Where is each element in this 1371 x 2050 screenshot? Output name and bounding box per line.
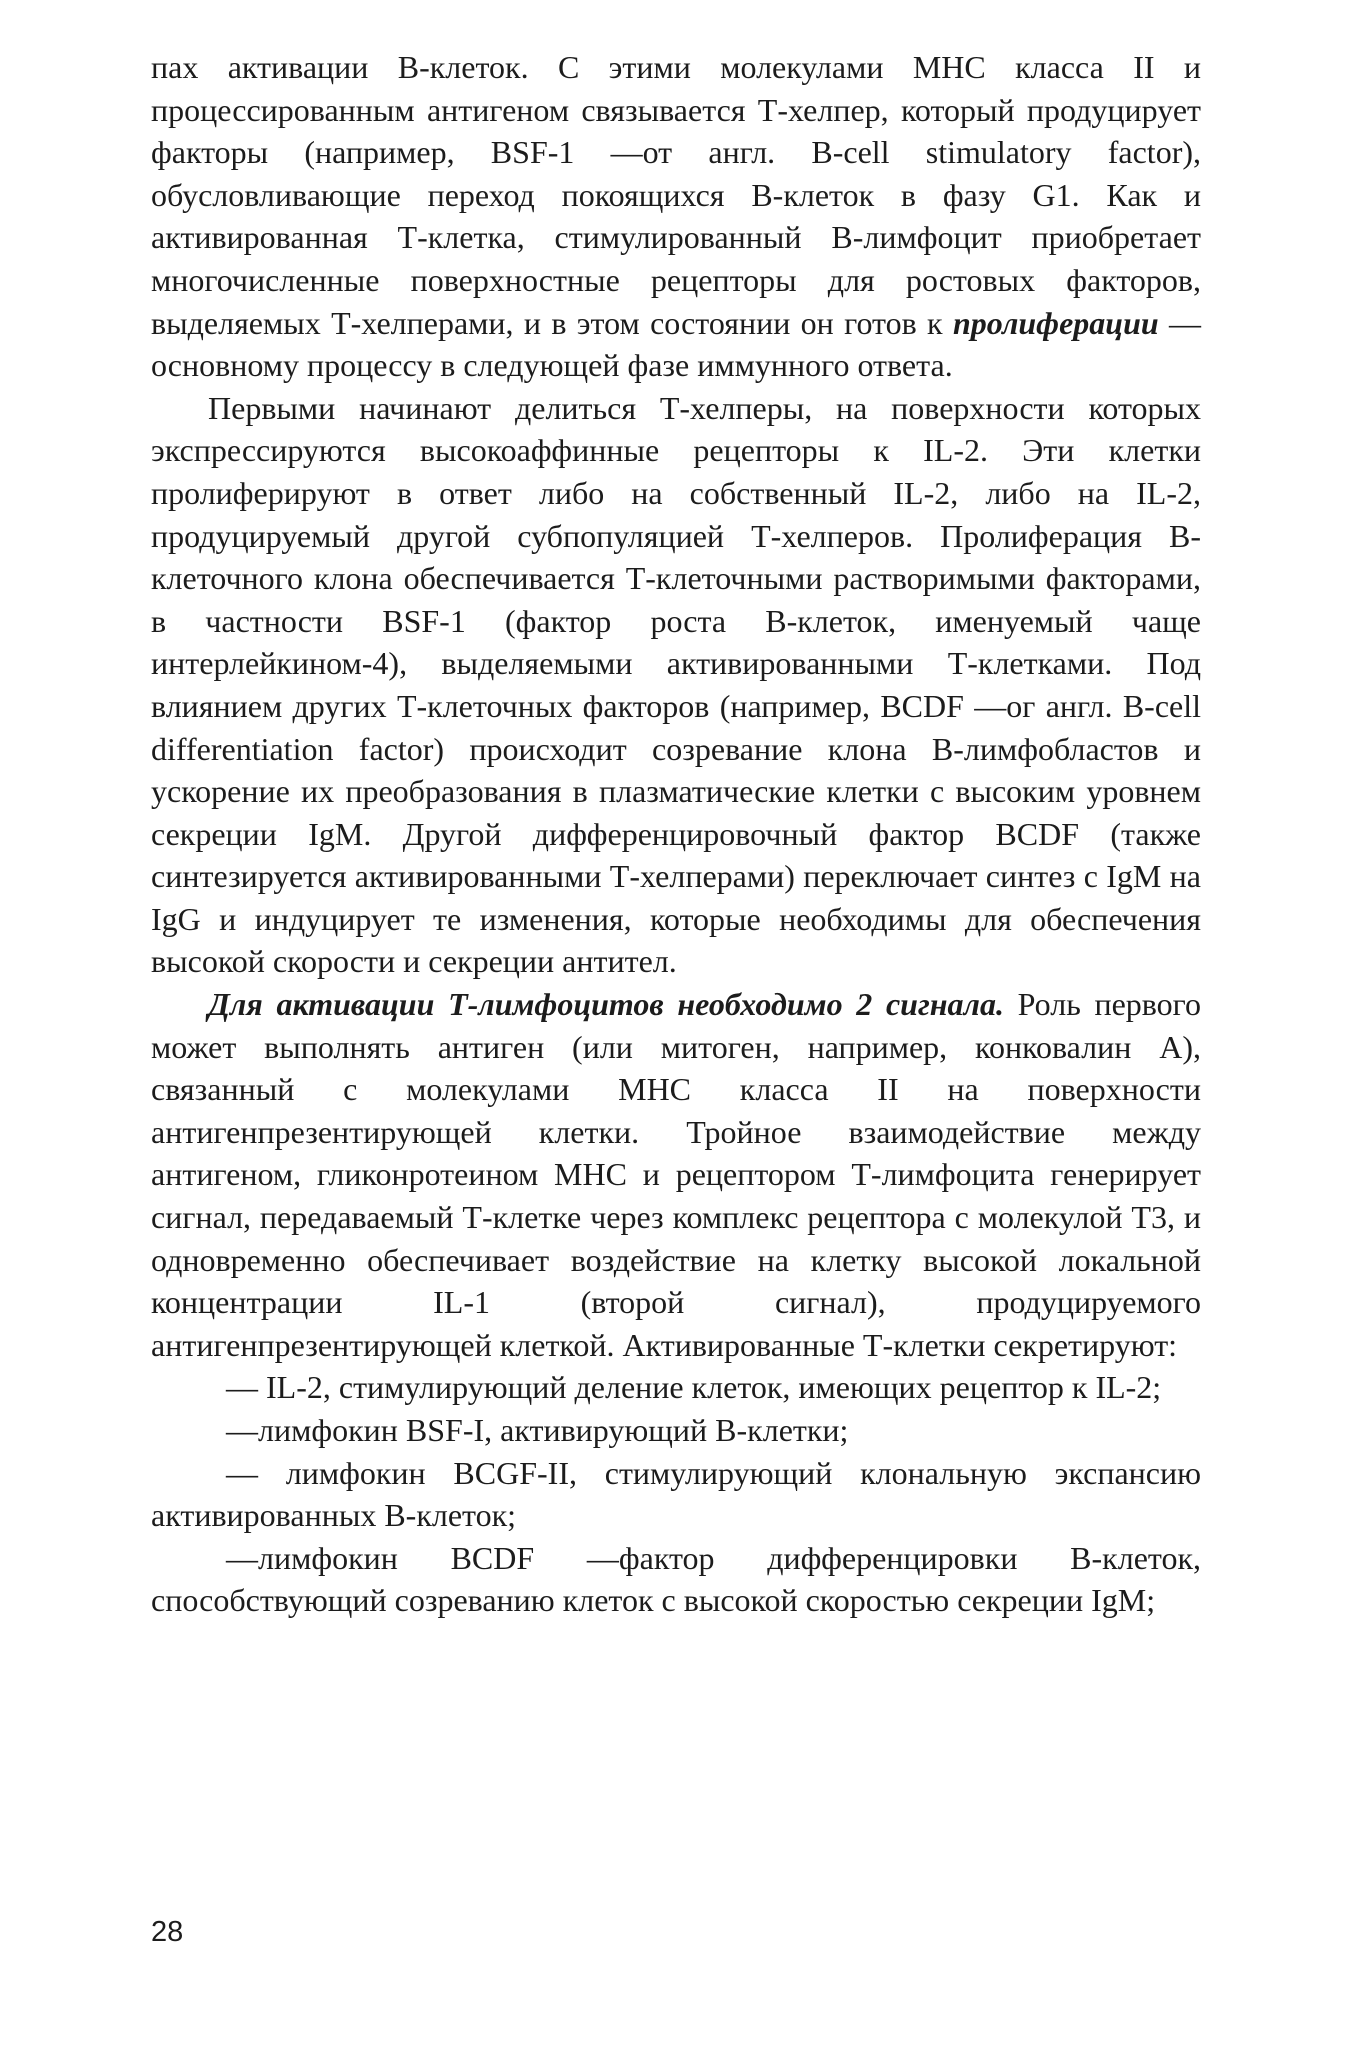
- paragraph-2: Первыми начинают делиться Т-хелперы, на поверхности которых экспрессируются высокоаффинные рецепторы к IL-2. Эти клетки пролиферируют в ответ либо на собственный IL-2, либо на IL-2, продуцируемый другой субпопуляцией Т-хелперов. Пролиферация В-клеточного клона обеспечивается Т-клеточными растворимыми факторами, в частности BSF-1 (фактор роста В-клеток, именуемый чаще интерлейкином-4), выделяемыми активированными Т-клетками. Под влиянием других Т-клеточных факторов (например, BCDF —ог англ. B-cell differentiation factor) происходит созревание клона В-лимфобластов и ускорение их преобразования в плазматические клетки с высоким уровнем секреции IgM. Другой дифференцировочный фактор BCDF (также синтезируется активированными Т-хелперами) переключает синтез с IgM на IgG и индуцирует те изменения, которые необходимы для обеспечения высокой скорости и секреции антител.: [151, 389, 1201, 980]
- paragraph-1-text: пах активации В-клеток. С этими молекулами МНС класса II и процессированным антигеном связывается Т-хелпер, который продуцирует факторы (например, BSF-1 —от англ. B-cell stimulatory factor), обусловливающие переход покоящихся В-клеток в фазу G1. Как и активированная Т-клетка, стимулированный В-лимфоцит приобретает многочисленные поверхностные рецепторы для ростовых факторов, выделяемых Т-хелперами, и в этом состоянии он готов к: [151, 49, 1201, 341]
- paragraph-3: [151, 983, 1201, 1366]
- list-item-bcdf: —лимфокин BCDF —фактор дифференцировки В-клеток, способствующий созреванию клеток с высокой скоростью секреции IgM;: [151, 1539, 1201, 1619]
- list-item-il2: — IL-2, стимулирующий деление клеток, имеющих рецептор к IL-2;: [226, 1369, 1162, 1406]
- paragraph-1-text-end: —основному процессу в следующей фазе иммунного ответа.: [151, 304, 1202, 384]
- term-proliferation: пролиферации: [952, 304, 1159, 341]
- paragraph-1: [151, 46, 1201, 387]
- page-body: [151, 46, 1201, 1622]
- paragraph-3-text: Роль первого может выполнять антиген (или митоген, например, конковалин А), связанный с молекулами МНС класса II на поверхности антигенпрезентирующей клетки. Тройное взаимодействие между антигеном, гликонротеином МНС и рецептором Т-лимфоцита генерирует сигнал, передаваемый Т-клетке через комплекс рецептора с молекулой Т3, и одновременно обеспечивает воздействие на клетку высокой локальной концентрации IL-1 (второй сигнал), продуцируемого антигенпрезентирующей клеткой. Активированные Т-клетки секретируют:: [151, 986, 1202, 1363]
- page-number: 28: [151, 1916, 184, 1948]
- section-heading: Для активации Т-лимфоцитов необходимо 2 сигнала.: [208, 986, 1004, 1023]
- list-item-bcgf: — лимфокин BCGF-II, стимулирующий клональную экспансию активированных В-клеток;: [151, 1454, 1201, 1534]
- list-item-bsf: —лимфокин BSF-I, активирующий В-клетки;: [226, 1412, 849, 1448]
